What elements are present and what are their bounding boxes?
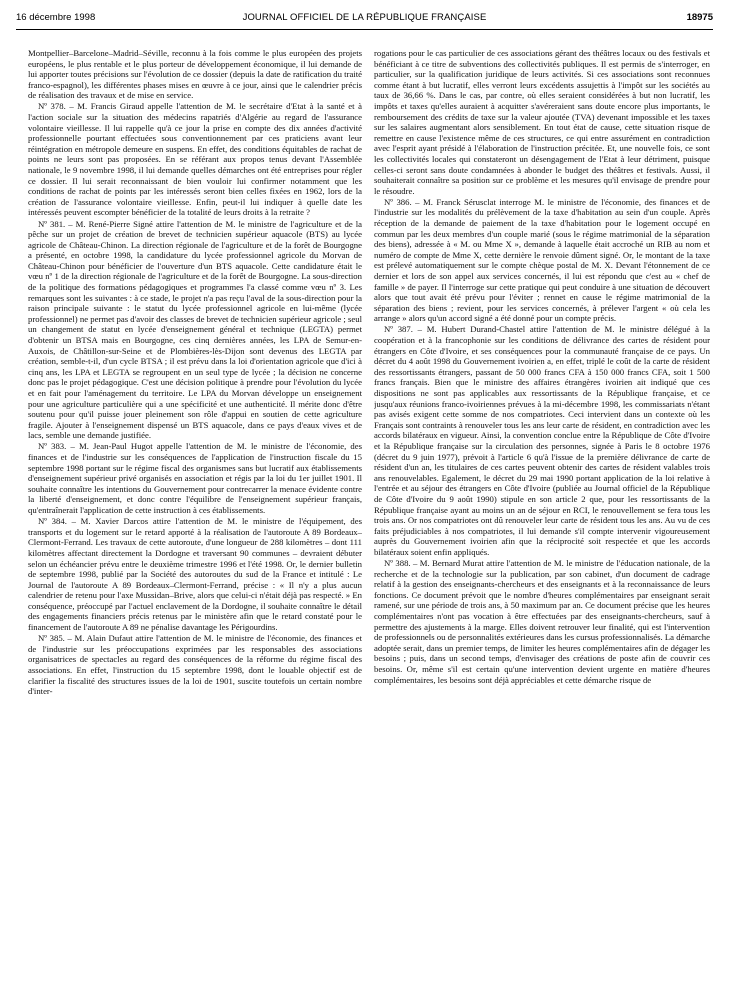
page-number: 18975	[686, 12, 713, 23]
question-381: Nº 381. – M. René-Pierre Signé attire l'attention de M. le ministre de l'agriculture et de la pêche sur un projet de création de brevet de technicien supérieur aquacole (BTS) au lycée agricole de Château-Chinon. La direction régionale de l'agriculture et de la forêt de Bourgogne a présenté, en octobre 1998, la candidature du lycée professionnel agricole du Morvan de Château-Chinon pour bénéficier de l'ouverture d'un BTS aquacole. Cette candidature était le vœu nº 1 de la direction régionale de l'agriculture et de la forêt de Bourgogne. La sous-direction de la politique des formations pédagogiques et programmes l'a classé comme vœu nº 3. Les remarques sont les suivantes : à ce stade, le projet n'a pas reçu l'aval de la sous-direction pour la raison principale suivante : le statut du lycée professionnel agricole en lui-même (lycée professionnel) ne permet pas d'avoir des classes de brevet de technicien supérieur agricole ; seul un changement de statut en lycée d'enseignement général et technique (LEGTA) permet d'obtenir un BTSA mais en Bourgogne, ces cinq dernières années, les LPA de Semur-en-Auxois, de Châtillon-sur-Seine et de Plombières-lès-Dijon sont devenus des LEGTA par création, semble-t-il, d'un cycle BTSA ; il est prévu dans la loi d'orientation agricole que d'ici à cinq ans, les LPA et LEGTA se regroupent en un seul type de lycée ; la décision ne concerne donc pas le projet pédagogique. C'est une décision politique à prendre pour l'évolution du lycée et en fait pour l'aménagement du territoire. Le LPA du Morvan développe un enseignement pour une agriculture particulière qui a une spécificité et une authenticité. Il mérite donc d'être soutenu pour qu'il puisse jouer pleinement son rôle d'appui en soutien de cette agriculture fragile. Ajouter à l'enseignement dispensé un BTS aquacole, dans ce pays d'eaux vives et de lacs, semble une demande justifiée.	[28, 218, 362, 441]
question-383: Nº 383. – M. Jean-Paul Hugot appelle l'attention de M. le ministre de l'économie, des finances et de l'industrie sur les conséquences de l'application de l'instruction fiscale du 15 septembre 1998 portant sur le régime fiscal des organismes sans but lucratif aux établissements d'enseignement supérieur privé organisés en association et régis par la loi du 1er juillet 1901. Il souhaite connaître les intentions du Gouvernement pour contrecarrer la menace évidente contre la liberté d'enseignement, et donc contre l'équilibre de l'enseignement supérieur français, qu'entraînerait l'application de cette instruction à ces établissements.	[28, 441, 362, 516]
question-388: Nº 388. – M. Bernard Murat attire l'attention de M. le ministre de l'éducation nationale, de la recherche et de la technologie sur la publication, par son cabinet, d'un document de cadrage relatif à la gestion des enseignants-chercheurs et des enseignants et à la reconnaissance de leurs fonctions. Ce document prévoit que le nombre d'heures complémentaires par enseignant serait ramené, sur une période de trois ans, à 50 maximum par an. Ce document précise que les heures complémentaires n'ont pas vocation à être effectuées par des enseignants-chercheurs, sauf à permettre des ajustements à la marge. Elles doivent retrouver leur finalité, qui est l'intervention de professionnels ou de personnalités extérieures dans les cursus professionnalisés. La démarche adoptée serait, dans un premier temps, de limiter les heures complémentaires afin de dégager les besoins ; puis, dans un second temps, d'envisager des créations de poste afin de couvrir ces besoins. Or, même s'il est certain qu'une intervention devient urgente en matière d'heures complémentaires, les besoins sont déjà appréciables et cette démarche risque de	[374, 558, 710, 685]
header-rule	[16, 29, 713, 30]
header-date: 16 décembre 1998	[16, 12, 96, 23]
page-header	[16, 12, 713, 28]
paragraph-continuation-377: Montpellier–Barcelone–Madrid–Séville, reconnu à la fois comme le plus européen des projets européens, le plus rentable et le plus porteur de développement économique, il lui demande de lui apporter toutes précisions sur l'évolution de ce dossier (depuis la date de ratification du traité franco-espagnol), les différentes phases mises en œuvre à ce jour, ainsi que le calendrier précis de réalisation des travaux et de mise en service.	[28, 48, 362, 101]
paragraph-continuation-385: rogations pour le cas particulier de ces associations gérant des théâtres locaux ou des festivals et bénéficiant à ce titre de subventions des collectivités publiques. Il est permis de s'interroger, en particulier, sur la qualification juridique de leurs activités. Si ces associations sont reconnues comme étant à but lucratif, elles verront leurs excédents assujettis à l'impôt sur les sociétés au taux de 36,66 %. Dans le cas, par contre, où elles seraient considérées à but non lucratif, les impôts et taxes qu'elles auraient à acquitter s'avéreraient sans doute encore plus importants, le remboursement des crédits de taxe sur la valeur ajoutée (TVA) devenant impossible et les taxes sur les salaires augmentant alors sensiblement. En tout état de cause, cette situation risque de remettre en cause l'existence même de ces structures, ce qui entre assurément en contradiction avec l'esprit ayant présidé à l'élaboration de l'instruction précitée. Et, une nouvelle fois, ce sont les collectivités locales qui constateront un désengagement de l'Etat à leur détriment, puisque celles-ci seront sans doute condamnées à abonder le budget des théâtres et festivals. Aussi, il souhaiterait connaître sa position sur ce problème et les mesures qu'il envisage de prendre pour le résoudre.	[374, 48, 710, 196]
question-385: Nº 385. – M. Alain Dufaut attire l'attention de M. le ministre de l'économie, des finances et de l'industrie sur les préoccupations exprimées par les responsables des associations organisatrices de spectacles au regard des conséquences de la réforme du régime fiscal des associations. En effet, l'instruction du 15 septembre 1998, dont le louable objectif est de clarifier la fiscalité des structures issues de la loi de 1901, suscite toutefois un certain nombre d'inter-	[28, 633, 362, 697]
question-387: Nº 387. – M. Hubert Durand-Chastel attire l'attention de M. le ministre délégué à la coopération et à la francophonie sur les conditions de délivrance des cartes de résident pour étrangers en Côte d'Ivoire, et ses conséquences pour la communauté française de ce pays. Un décret du 4 août 1998 du Gouvernement ivoirien a, en effet, triplé le coût de la carte de résident des ressortissants étrangers, passant de 50 000 francs CFA à 150 000 francs CFA, soit 1 500 francs français. Bien que le ministre des affaires étrangères ivoirien ait indiqué que ces dispositions ne sont pas applicables aux ressortissants de la République française, et ce jusqu'aux réunions franco-ivoiriennes prévues à la mi-décembre 1998, les commissariats n'étant pas avisés exigent cette somme de nos compatriotes. Ceci intervient dans un contexte où les Français sont contraints à renouveler tous les ans leur carte de résident, en contradiction avec les accords bilatéraux en vigueur. Ainsi, la convention conclue entre la République de Côte d'Ivoire et la République française sur la circulation des personnes, signée à Paris le 8 octobre 1976 (décret du 9 juin 1977), prévoit à l'article 6 qu'à l'issue de la première délivrance de carte de résident d'un an, les titulaires de ces cartes peuvent obtenir des cartes de résident valables trois ans renouvelables. Egalement, le décret du 29 mai 1990 portant application de la loi relative à l'entrée et au séjour des étrangers en Côte d'Ivoire (publiée au Journal officiel de la République de Côte d'Ivoire du 9 août 1990) stipule en son article 2 que, pour les ressortissants de la République française ayant au moins un an de séjour en RCI, le renouvellement se fera tous les trois ans. Or nos compatriotes ont dû renouveler leur carte de résident tous les ans. Au vu de ces faits préjudiciables à nos compatriotes, il lui demande s'il compte intervenir vigoureusement auprès du Gouvernement ivoirien afin que la réciprocité soit respectée et que les accords bilatéraux soient enfin appliqués.	[374, 324, 710, 557]
right-column	[374, 48, 710, 988]
question-384: Nº 384. – M. Xavier Darcos attire l'attention de M. le ministre de l'équipement, des transports et du logement sur le retard apporté à la réalisation de l'autoroute A 89 Bordeaux–Clermont-Ferrand. Les travaux de cette autoroute, d'une longueur de 288 kilomètres – dont 111 kilomètres affectant directement la Dordogne et traversant 90 communes – devraient débuter selon un échéancier prévu entre le deuxième trimestre 1996 et l'été 1998. Or, le dernier bulletin de septembre 1998, publié par la Société des autoroutes du sud de la France et intitulé : Le Journal de l'autoroute A 89 Bordeaux–Clermont-Ferrand, précise : « Il n'y a plus aucun calendrier de retenu pour l'axe Mussidan–Brive, alors que celui-ci n'était déjà pas respecté. » En conséquence, préoccupé par l'actuel enclavement de la Dordogne, il souhaite connaître le détail des engagements financiers précis retenus par le ministère afin que le retard constaté pour le financement de l'autoroute A 89 ne pénalise davantage les Périgourdins.	[28, 516, 362, 633]
left-column	[28, 48, 362, 988]
journal-title: JOURNAL OFFICIEL DE LA RÉPUBLIQUE FRANÇAISE	[242, 12, 487, 23]
question-386: Nº 386. – M. Franck Sérusclat interroge M. le ministre de l'économie, des finances et de l'industrie sur les modalités du prélèvement de la taxe d'habitation au sein d'un couple. Après réception de la demande de paiement de la taxe d'habitation pour le logement occupé en commun par les deux membres d'un couple marié (sous le régime matrimonial de la séparation des biens), adressée à « M. ou Mme X », demande à laquelle était accroché un RIB au nom et numéro de compte de Mme X, cette dernière le renvoie dûment signé. Or, le montant de la taxe est prélevé automatiquement sur le compte chèque postal de M. X. Devant l'étonnement de ce dernier et lors de son appel aux services concernés, il lui est répondu que c'est au « chef de famille » de payer. Il l'interroge sur cette pratique qui peut conduire à une situation de découvert alors que tout avait été prévu pour l'éviter ; rennet en cause le régime matrimonial de la séparation des biens ; revient, pour les services concernés, à prélever l'argent « où cela les arrange » alors qu'un accord signé a été donné pour un compte précis.	[374, 196, 710, 324]
question-378: Nº 378. – M. Francis Giraud appelle l'attention de M. le secrétaire d'Etat à la santé et à l'action sociale sur la situation des médecins rapatriés d'Algérie au regard de l'assurance volontaire vieillesse. Il lui rappelle qu'à ce jour la prise en compte des dix années d'activité professionnelle pourtant effectuées sous conventionnement par ces praticiens avant leur réintégration en métropole demeure en suspens. En effet, des conditions équitables de rachat de points ne leurs sont pas proposées. En se référant aux propos tenus devant l'Assemblée nationale, le 9 novembre 1998, il lui demande quelles démarches ont été entreprises pour régler ce dossier. Il lui serait reconnaissant de bien vouloir lui confirmer notamment que les conditions de rachat de points par les intéressés seront bien celles fixées en 1962, lors de la création de l'assurance volontaire vieillesse. Enfin, peut-il lui indiquer à quelle date les intéressés peuvent escompter bénéficier de la totalité de leurs droits à la retraite ?	[28, 101, 362, 218]
